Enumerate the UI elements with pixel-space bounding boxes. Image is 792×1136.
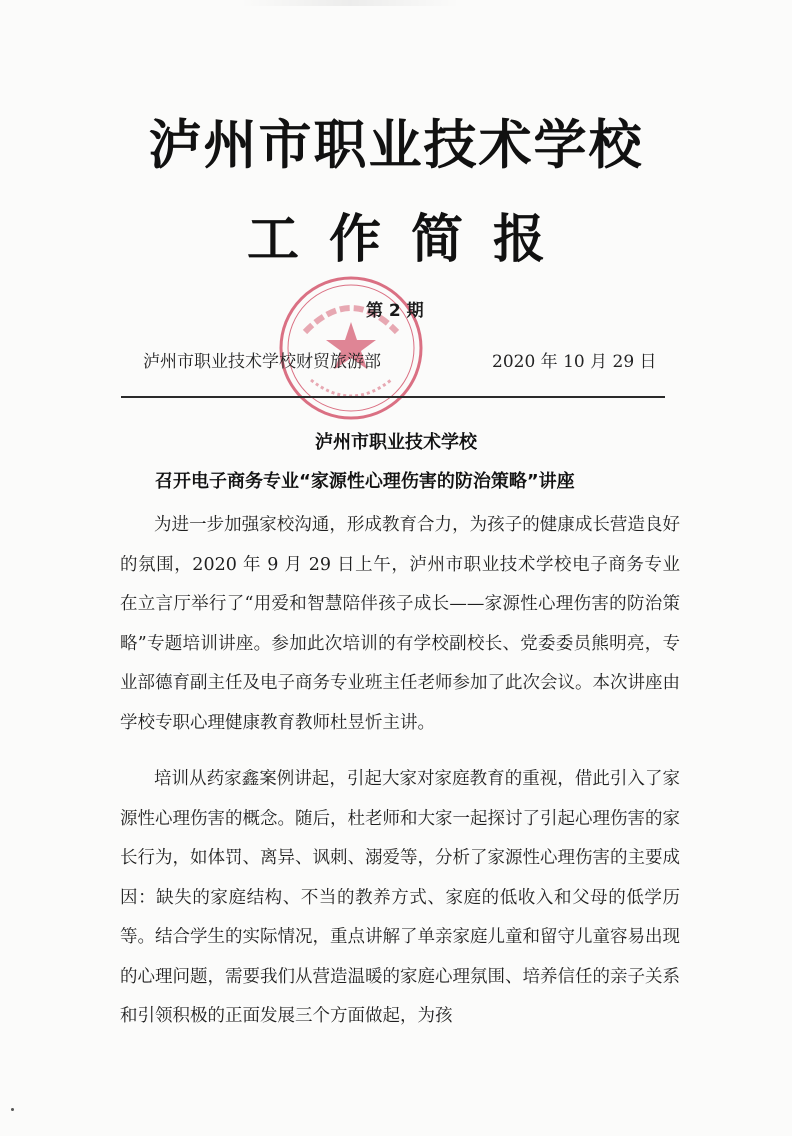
publish-date: 2020 年 10 月 29 日 <box>492 352 657 372</box>
scan-artifact <box>240 0 460 6</box>
header-divider <box>121 396 665 398</box>
article-paragraph-2: 培训从药家鑫案例讲起，引起大家对家庭教育的重视，借此引入了家源性心理伤害的概念。随后，杜老师和大家一起探讨了引起心理伤害的家长行为，如体罚、离异、讽刺、溺爱等，分析了家源性心理伤害的主要成因：缺失的家庭结构、不当的教养方式、家庭的低收入和父母的低学历等。结合学生的实际情况，重点讲解了单亲家庭儿童和留守儿童容易出现的心理问题，需要我们从营造温暖的家庭心理氛围、培养信任的亲子关系和引领积极的正面发展三个方面做起，为孩 <box>120 769 680 1026</box>
article-title-line1: 泸州市职业技术学校 <box>315 432 477 453</box>
school-name-heading: 泸州市职业技术学校 <box>148 115 644 176</box>
scan-speck <box>11 1108 14 1111</box>
article-title-line2: 召开电子商务专业“家源性心理伤害的防治策略”讲座 <box>155 471 575 492</box>
bulletin-title: 工作简报 <box>246 210 575 270</box>
department-name: 泸州市职业技术学校财贸旅游部 <box>143 352 381 372</box>
issue-number: 第 2 期 <box>366 301 424 321</box>
article-paragraph-1: 为进一步加强家校沟通，形成教育合力，为孩子的健康成长营造良好的氛围，2020 年 9 月 29 日上午，泸州市职业技术学校电子商务专业在立言厅举行了“用爱和智慧陪伴孩子成长——家源性心理伤害的防治策略”专题培训讲座。参加此次培训的有学校副校长、党委委员熊明亮，专业部德育副主任及电子商务专业班主任老师参加了此次会议。本次讲座由学校专职心理健康教育教师杜昱忻主讲。 <box>120 515 680 733</box>
